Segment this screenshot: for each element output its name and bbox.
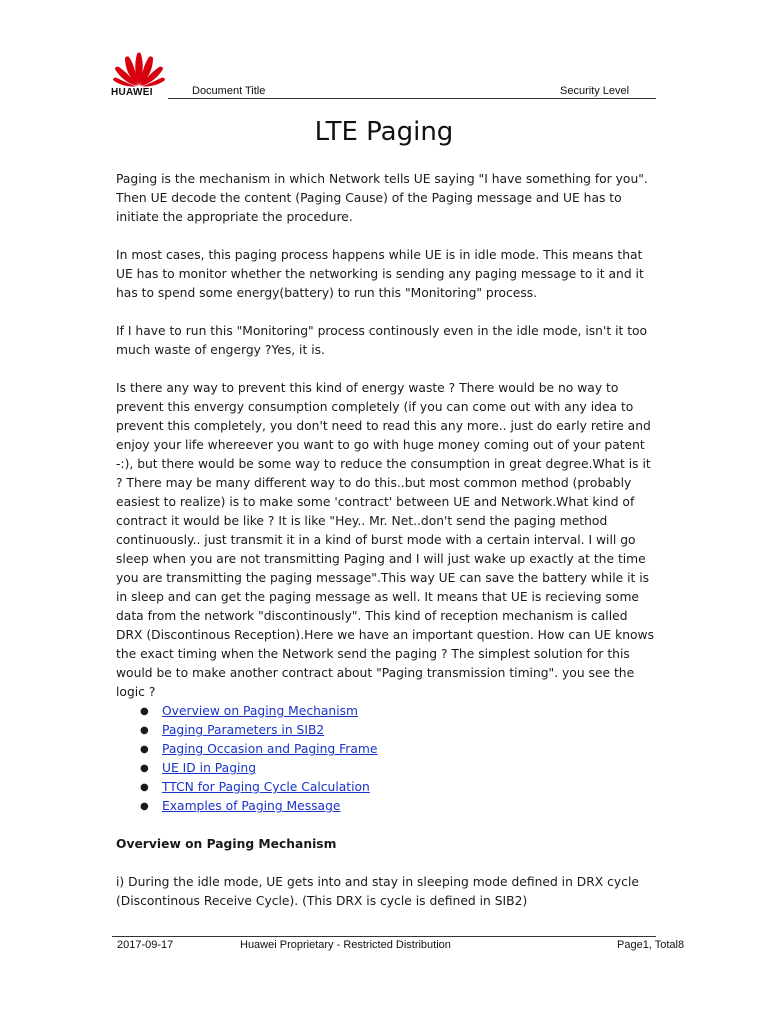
paragraph: Paging is the mechanism in which Network tells UE saying "I have something for you". Then UE decode the content (Paging Cause) of the Paging message and UE has to initiate the appropriate the procedure. <box>116 172 648 224</box>
brand-name: HUAWEI <box>111 87 153 98</box>
toc-item <box>116 797 656 816</box>
paragraph: i) During the idle mode, UE gets into and stay in sleeping mode defined in DRX cycle (Discontinous Receive Cycle). (This DRX is cycle is defined in SIB2) <box>116 875 639 908</box>
paragraph: Is there any way to prevent this kind of energy waste ? There would be no way to prevent this envergy consumption completely (if you can come out with any idea to prevent this completely, you don't need to read this any more.. just do early retire and enjoy your life whereever you want to go with huge money coming out of your patent -:), but there would be some way to reduce the consumption in great degree.What is it ? There may be many different way to do this..but most common method (probably easiest to realize) is to make some 'contract' between UE and Network.What kind of contract it would be like ? It is like "Hey.. Mr. Net..don't send the paging method continuously.. just transmit it in a kind of burst mode with a certain interval. I will go sleep when you are not transmitting Paging and I will just wake up exactly at the time you are transmitting the paging message".This way UE can save the battery while it is in sleep and can get the paging message as well. It means that UE is recieving some data from the network "discontinously". This kind of reception mechanism is called DRX (Discontinous Reception).Here we have an important question. How can UE knows the exact timing when the Network send the paging ? The simplest solution for this would be to make another contract about "Paging transmission timing". you see the logic ? <box>116 381 654 699</box>
footer-page-number: Page1, Total8 <box>617 939 685 951</box>
toc-item <box>116 759 656 778</box>
bullet-icon: ● <box>140 725 149 736</box>
bullet-icon: ● <box>140 782 149 793</box>
toc-link-ue-id[interactable]: UE ID in Paging <box>162 761 257 775</box>
toc-item <box>116 740 656 759</box>
document-body <box>116 170 656 930</box>
huawei-logo-icon <box>111 50 167 88</box>
toc-link-examples[interactable]: Examples of Paging Message <box>162 799 341 813</box>
toc-link-parameters[interactable]: Paging Parameters in SIB2 <box>162 723 325 737</box>
toc-link-ttcn[interactable]: TTCN for Paging Cycle Calculation <box>162 780 370 794</box>
paragraph: In most cases, this paging process happens while UE is in idle mode. This means that UE has to monitor whether the networking is sending any paging message to it and it has to spend some energy(battery) to run this "Monitoring" process. <box>116 248 644 300</box>
document-title: Document Title <box>192 85 266 97</box>
security-level: Security Level <box>560 85 630 97</box>
toc-link-overview[interactable]: Overview on Paging Mechanism <box>162 704 359 718</box>
toc-item <box>116 721 656 740</box>
page-title: LTE Paging <box>314 117 454 147</box>
footer-proprietary: Huawei Proprietary - Restricted Distribution <box>240 939 451 951</box>
bullet-icon: ● <box>140 744 149 755</box>
bullet-icon: ● <box>140 706 149 717</box>
bullet-icon: ● <box>140 763 149 774</box>
footer-divider <box>112 936 656 937</box>
section-heading: Overview on Paging Mechanism <box>116 837 337 851</box>
paragraph: If I have to run this "Monitoring" process continously even in the idle mode, isn't it too much waste of engergy ?Yes, it is. <box>116 324 648 357</box>
toc-item <box>116 778 656 797</box>
bullet-icon: ● <box>140 801 149 812</box>
toc-link-occasion[interactable]: Paging Occasion and Paging Frame <box>162 742 378 756</box>
footer-date: 2017-09-17 <box>117 939 174 951</box>
toc-list <box>116 702 656 816</box>
toc-item <box>116 702 656 721</box>
header-divider <box>168 98 656 99</box>
